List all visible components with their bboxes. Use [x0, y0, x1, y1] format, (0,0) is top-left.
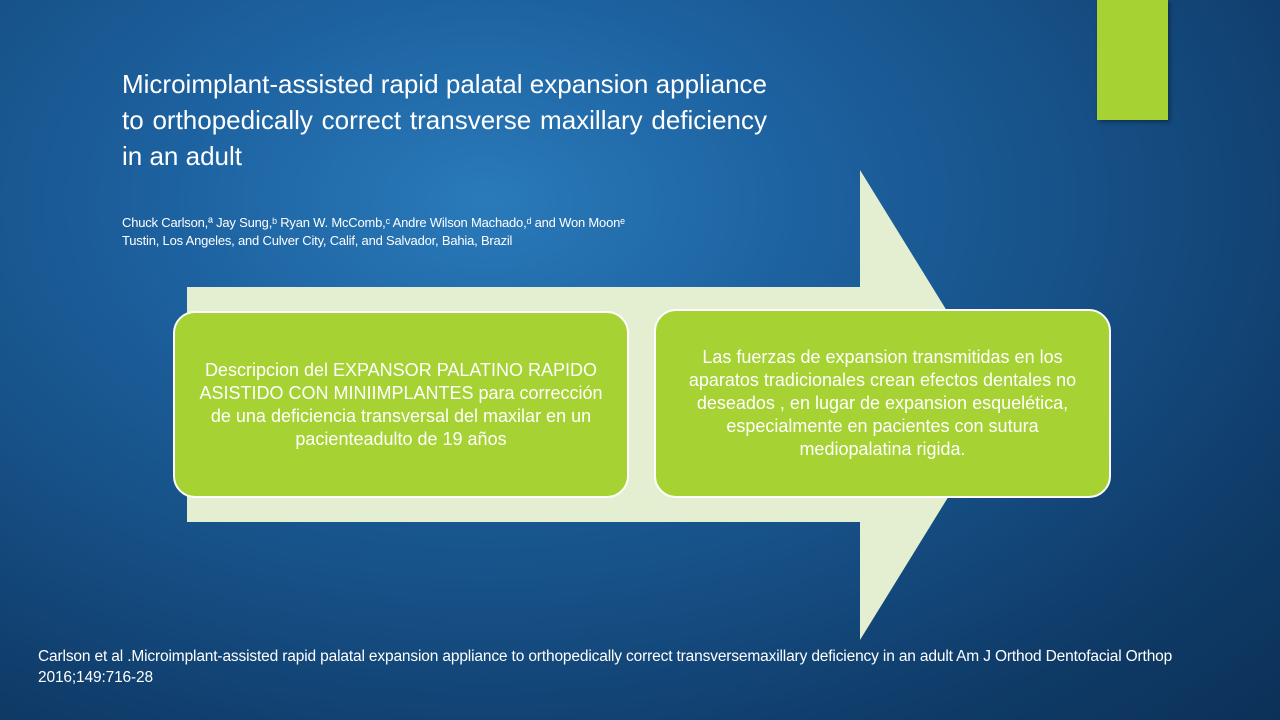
- authors-line: Chuck Carlson,ª Jay Sung,ᵇ Ryan W. McComb,ᶜ Andre Wilson Machado,ᵈ and Won Moonᵉ: [122, 215, 625, 230]
- affiliations-line: Tustin, Los Angeles, and Culver City, Calif, and Salvador, Bahia, Brazil: [122, 233, 513, 248]
- process-step-1-text: Descripcion del EXPANSOR PALATINO RAPIDO ASISTIDO CON MINIIMPLANTES para corrección de una deficiencia transversal del maxilar en un pacienteadulto de 19 años: [199, 359, 603, 449]
- slide-title: Microimplant-assisted rapid palatal expansion appliance to orthopedically correct transverse maxillary deficiency in an adult: [122, 69, 767, 171]
- citation: Carlson et al .Microimplant-assisted rapid palatal expansion appliance to orthopedically correct transversemaxillary deficiency in an adult Am J Orthod Dentofacial Orthop 2016;149:716-28: [38, 648, 1173, 686]
- process-step-2-text: Las fuerzas de expansion transmitidas en los aparatos tradicionales crean efectos dentales no deseados , en lugar de expansion esquelética, especialmente en pacientes con sutura mediopalatina rigida.: [688, 347, 1077, 459]
- process-step-1: [173, 311, 629, 498]
- process-step-2: [654, 309, 1111, 498]
